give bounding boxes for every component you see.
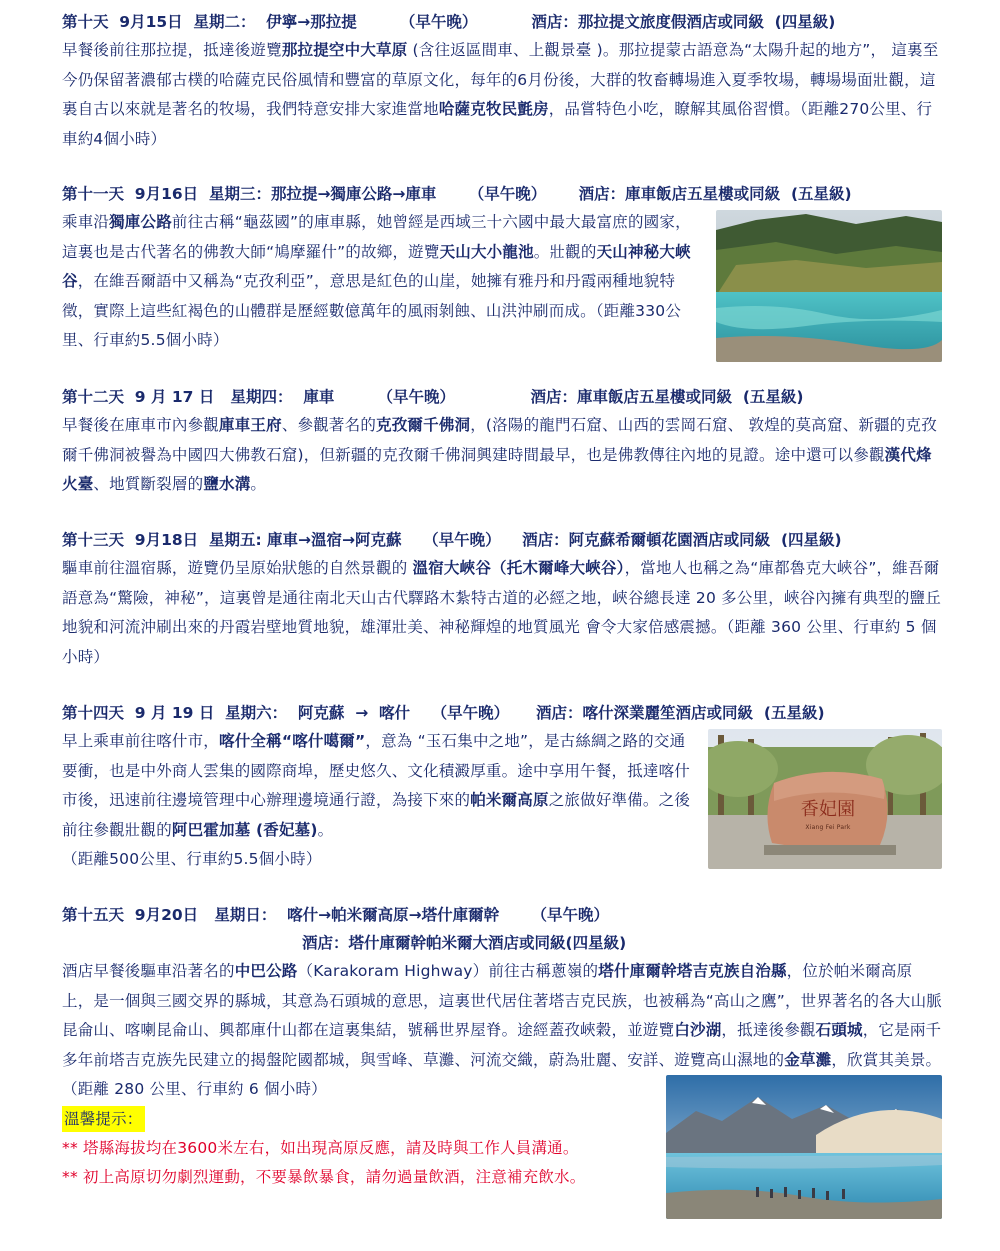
- highlight-term: 漢代烽火臺: [62, 445, 932, 493]
- tips-label: 溫馨提示：: [62, 1106, 145, 1132]
- text-run: 。: [250, 475, 267, 493]
- day-15-section: [62, 901, 942, 1192]
- highlight-term: 哈薩克牧民氈房: [438, 100, 549, 118]
- text-run: 。壯觀的: [533, 242, 597, 261]
- text-run: 早餐後在庫車市內參觀: [62, 416, 220, 434]
- text-run: ，當地人也稱之為“庫都魯克大峽谷”，維吾爾語意為“驚險，神秘”，這裏曾是通往南北天山古代驛路木紮特古道的必經之地，峽谷總長達 20 多公里，峽谷內擁有典型的鹽丘地貌和河流沖刷出來的丹霞岩壁地質地貌，雄渾壯美、神秘輝煌的地質風光 會令大家倍感震撼。（距離 360 公里、行車約 5 個小時）: [62, 559, 941, 666]
- highlight-term: 金草灘: [784, 1050, 832, 1069]
- text-run: 、參觀著名的: [281, 416, 377, 434]
- highlight-term: 獨庫公路: [109, 213, 172, 231]
- day-15-hotel: 酒店：塔什庫爾幹帕米爾大酒店或同級(四星級): [302, 934, 627, 952]
- text-run: 前往古稱“龜茲國”的庫車縣，她曾經是西域三十六國中最大最富庶的國家，這裏也是古代著名的佛教大師“鳩摩羅什”的故鄉，遊覽: [62, 213, 691, 261]
- highlight-term: 庫車王府: [219, 416, 282, 434]
- text-run: ，它是兩千多年前塔吉克族先民建立的揭盤陀國都城，與雪峰、草灘、河流交織，蔚為壯麗、安詳、遊覽高山濕地的: [62, 1021, 942, 1069]
- text-run: 。: [317, 820, 334, 839]
- text-run: ，位於帕米爾高原上，是一個與三國交界的縣城，其意為石頭城的意思，這裏世代居住著塔吉克民族，也被稱為“高山之鷹”，世界著名的各大山脈昆侖山、喀喇昆侖山、興都庫什山都在這裏集結，號稱世界屋脊。途經蓋孜峽穀，並遊覽: [62, 962, 942, 1039]
- text-run: ，意為 “玉石集中之地”，是古絲綢之路的交通要衝，也是中外商人雲集的國際商埠，歷史悠久、文化積澱厚重。途中享用午餐，抵達喀什市後，迅速前往邊境管理中心辦理邊境通行證，為接下來的: [62, 732, 691, 809]
- text-run: ，(洛陽的龍門石窟、山西的雲岡石窟、 敦煌的莫高窟、新疆的克孜爾千佛洞被譽為中國四大佛教石窟)，但新疆的克孜爾千佛洞興建時間最早，也是佛教傳往內地的見證。途中還可以參觀: [62, 416, 937, 464]
- text-run: 早上乘車前往喀什市，: [62, 732, 220, 750]
- exercise-warning: ** 初上高原切勿劇烈運動，不要暴飲暴食，請勿過量飲酒，注意補充飲水。: [62, 1168, 586, 1186]
- day-14-section: [62, 699, 942, 875]
- highlight-term: 溫宿大峽谷（托木爾峰大峽谷）: [412, 559, 625, 577]
- highlight-term: 塔什庫爾幹塔吉克族自治縣: [598, 962, 787, 980]
- text-run: （Karakoram Highway）前往古稱蔥嶺的: [297, 962, 599, 980]
- text-run: 之旅做好準備。之後前往參觀壯觀的: [62, 791, 691, 839]
- day-15-description: [62, 957, 942, 1075]
- sign-subtext: Xiang Fei Park: [805, 824, 851, 831]
- highlight-term: 天山大小龍池: [439, 242, 534, 261]
- day-13-header: 第十三天 9月18日 星期五: 庫車→溫宿→阿克蘇 （早午晚） 酒店：阿克蘇希爾頓花園酒店或同級 (四星級): [62, 531, 842, 549]
- day-12-header: 第十二天 9 月 17 日 星期四： 庫車 （早午晚） 酒店：庫車飯店五星樓或同級 (五星級): [62, 388, 804, 406]
- day-11-description: [62, 208, 942, 356]
- lake-photo: [716, 210, 942, 362]
- highlight-term: 那拉提空中大草原: [281, 41, 408, 59]
- sign-text: 香妃園: [800, 799, 856, 820]
- day-10-section: [62, 8, 942, 154]
- day-10-description: [62, 36, 942, 154]
- text-run: (含往返區間車、上觀景臺 )。那拉提蒙古語意為“太陽升起的地方”， 這裏至今仍保留著濃郁古樸的哈薩克民俗風情和豐富的草原文化，每年的6月份後，大群的牧畜轉場進入夏季牧場，轉場場面壯觀，這裏自古以來就是著名的牧場，我們特意安排大家進當地: [62, 41, 939, 118]
- day-14-header: 第十四天 9 月 19 日 星期六： 阿克蘇 → 喀什 （早午晚） 酒店：喀什深業麗笙酒店或同級 (五星級): [62, 704, 825, 722]
- text-run: ，品嘗特色小吃，瞭解其風俗習慣。（距離270公里、行車約4個小時）: [62, 100, 933, 148]
- lake-mountain-photo: [666, 1075, 942, 1219]
- text-run: ，在維吾爾語中又稱為“克孜利亞”，意思是紅色的山崖，她擁有雅丹和丹霞兩種地貌特徵，實際上這些紅褐色的山體群是歷經數億萬年的風雨剝蝕、山洪沖刷而成。（距離330公里、行車約5.5個小時）: [62, 272, 682, 349]
- highlight-term: 帕米爾高原: [470, 791, 549, 809]
- text-run: 驅車前往溫宿縣，遊覽仍呈原始狀態的自然景觀的: [62, 559, 413, 577]
- text-run: 乘車沿: [62, 213, 110, 231]
- highlight-term: 白沙湖: [674, 1021, 722, 1039]
- text-run: ，抵達後參觀: [721, 1021, 816, 1039]
- xiangfei-park-photo: [708, 729, 942, 869]
- day-12-section: [62, 383, 942, 500]
- day-13-description: [62, 554, 942, 672]
- day-10-header: 第十天 9月15日 星期二： 伊寧→那拉提 （早午晚） 酒店：那拉提文旅度假酒店或同級 (四星級): [62, 13, 836, 31]
- altitude-warning: ** 塔縣海拔均在3600米左右，如出現高原反應，請及時與工作人員溝通。: [62, 1139, 579, 1157]
- text-run: 、地質斷裂層的: [93, 475, 204, 493]
- day-14-description: [62, 727, 942, 875]
- day-15-header: 第十五天 9月20日 星期日： 喀什→帕米爾高原→塔什庫爾幹 （早午晚）: [62, 906, 609, 924]
- day-13-section: [62, 526, 942, 672]
- text-run: 酒店早餐後驅車沿著名的: [62, 962, 235, 980]
- day-11-header: 第十一天 9月16日 星期三：那拉提→獨庫公路→庫車 （早午晚） 酒店：庫車飯店五星樓或同級 (五星級): [62, 185, 852, 203]
- highlight-term: 中巴公路: [234, 962, 298, 980]
- day-14-distance: （距離500公里、行車約5.5個小時）: [62, 850, 322, 868]
- highlight-term: 克孜爾千佛洞: [376, 416, 471, 434]
- text-run: ，欣賞其美景。: [831, 1050, 942, 1069]
- highlight-term: 天山神秘大峽谷: [62, 242, 691, 290]
- highlight-term: 喀什全稱“喀什噶爾”: [219, 732, 366, 750]
- day-12-description: [62, 411, 942, 500]
- highlight-term: 阿巴霍加墓 (香妃墓): [171, 820, 318, 839]
- day-15-distance: （距離 280 公里、行車約 6 個小時）: [62, 1080, 327, 1098]
- day-11-section: [62, 180, 942, 366]
- highlight-term: 鹽水溝: [203, 475, 251, 493]
- highlight-term: 石頭城: [815, 1021, 863, 1039]
- text-run: 早餐後前往那拉提，抵達後遊覽: [62, 41, 282, 59]
